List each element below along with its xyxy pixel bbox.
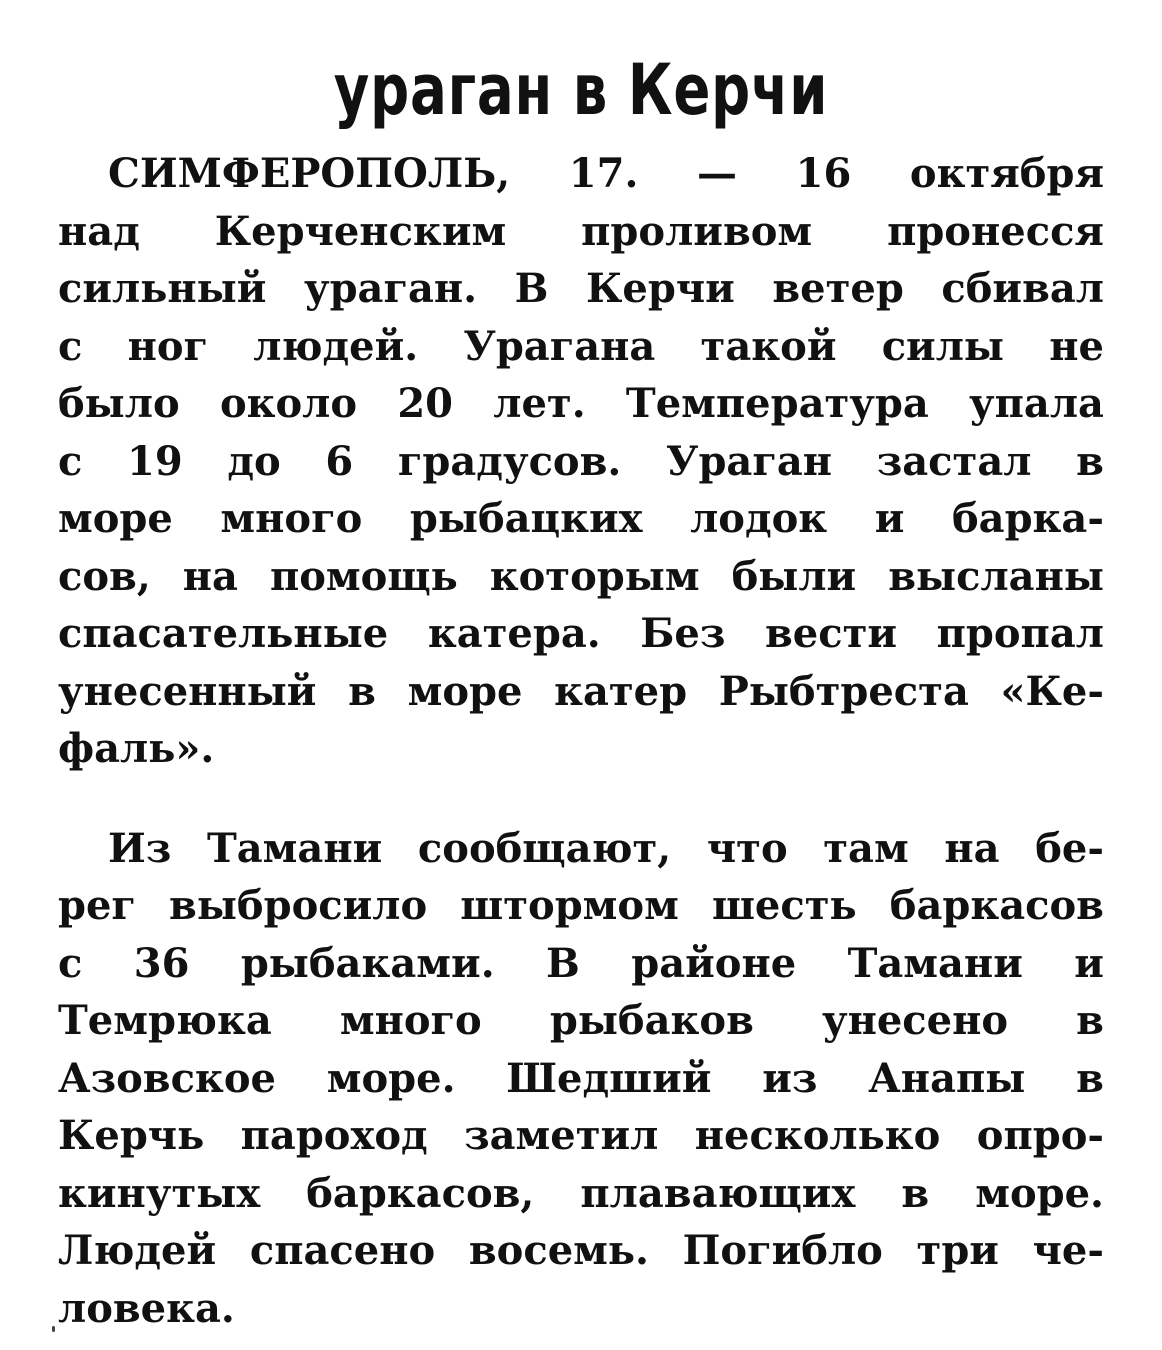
word: Керченским	[214, 207, 507, 255]
word: сообщают,	[417, 824, 672, 872]
word: катера.	[427, 610, 601, 657]
word: которым	[489, 552, 700, 600]
word: и	[1074, 939, 1104, 987]
paragraph	[58, 145, 1104, 778]
word: градусов.	[397, 437, 622, 485]
word: пропал	[936, 610, 1104, 657]
word: с	[58, 939, 83, 987]
word: рыбаков	[549, 997, 754, 1044]
word: пароход	[240, 1112, 428, 1159]
word: упала	[969, 380, 1104, 427]
word: Шедший	[506, 1054, 712, 1102]
word: 6	[325, 437, 354, 485]
word: три	[916, 1227, 999, 1274]
word: около	[219, 380, 358, 427]
word: море	[58, 495, 173, 542]
text-line	[58, 548, 1104, 606]
word: барка-	[951, 495, 1104, 542]
word: в	[1076, 437, 1104, 485]
word: в	[901, 1169, 930, 1217]
word: спасено	[249, 1227, 436, 1274]
text-line	[58, 1165, 1104, 1223]
word: ураган.	[303, 265, 478, 312]
word: из	[762, 1054, 818, 1102]
word: Погибло	[682, 1227, 883, 1274]
word: шесть	[711, 882, 857, 929]
word: людей.	[253, 322, 419, 370]
word: Урагана	[463, 322, 656, 370]
word: кинутых	[58, 1169, 261, 1217]
word: Керчи	[586, 265, 735, 312]
word: штормом	[460, 882, 679, 929]
word: лет.	[493, 380, 586, 427]
word: Тамани	[847, 939, 1023, 987]
word: октября	[909, 150, 1104, 197]
word: несколько	[694, 1112, 941, 1159]
word: и	[874, 495, 905, 542]
word: Керчь	[58, 1112, 205, 1159]
word: застал	[876, 437, 1032, 485]
word: море	[407, 667, 523, 715]
text-line	[58, 663, 1104, 721]
word: сбивал	[941, 265, 1104, 312]
word: рыбаками.	[240, 939, 495, 987]
word: 17.	[568, 150, 639, 197]
text-line	[58, 935, 1104, 993]
word: восемь.	[468, 1227, 649, 1274]
word: 36	[133, 939, 190, 987]
word: Тамани	[206, 824, 383, 872]
word: —	[697, 150, 737, 197]
word: лодок	[690, 495, 828, 542]
word: Анапы	[868, 1054, 1026, 1102]
word: че-	[1032, 1227, 1104, 1274]
word: опро-	[976, 1112, 1104, 1159]
word: 19	[127, 437, 183, 485]
word: помощь	[269, 552, 458, 600]
word: «Ке-	[1000, 667, 1104, 715]
word: с	[58, 322, 83, 370]
word: Рыбтреста	[718, 667, 969, 715]
word: море.	[975, 1169, 1104, 1217]
word: Темрюка	[58, 997, 272, 1044]
word: Азовское	[58, 1054, 276, 1102]
paragraph-gap	[58, 778, 1104, 820]
text-line	[58, 820, 1104, 878]
word: такой	[700, 322, 837, 370]
word: Из	[108, 824, 172, 872]
word: проливом	[581, 207, 813, 255]
word: СИМФЕРОПОЛЬ,	[108, 150, 511, 197]
word: унесено	[821, 997, 1009, 1044]
word: в	[1076, 1054, 1104, 1102]
text-line	[58, 605, 1104, 663]
text-line	[58, 1280, 1104, 1338]
paragraph	[58, 820, 1104, 1338]
word: на	[182, 552, 238, 600]
word: над	[58, 207, 140, 255]
word: с	[58, 437, 83, 485]
word: Людей	[58, 1227, 217, 1274]
text-line	[58, 203, 1104, 261]
word: ветер	[772, 265, 904, 312]
text-line	[58, 1222, 1104, 1280]
word: до	[227, 437, 281, 485]
word: в	[348, 667, 376, 715]
text-line	[58, 260, 1104, 318]
word: пронесся	[887, 207, 1104, 255]
word: Без	[640, 610, 726, 657]
word: 20	[397, 380, 454, 427]
word: вести	[764, 610, 898, 657]
word: бе-	[1035, 824, 1104, 872]
word: баркасов,	[306, 1169, 535, 1217]
word: катер	[554, 667, 688, 715]
word: Температура	[625, 380, 929, 427]
word: фаль».	[58, 725, 215, 772]
text-line	[58, 433, 1104, 491]
text-line	[58, 318, 1104, 376]
word: баркасов	[889, 882, 1104, 929]
print-speck	[52, 1326, 55, 1332]
word: выбросило	[169, 882, 428, 929]
word: ловека.	[58, 1284, 235, 1332]
word: спасательные	[58, 610, 389, 657]
word: сов,	[58, 552, 151, 600]
word: заметил	[464, 1112, 659, 1159]
word: там	[823, 824, 909, 872]
word: районе	[631, 939, 797, 987]
newspaper-clipping	[58, 40, 1104, 1330]
word: 16	[795, 150, 852, 197]
text-line	[58, 490, 1104, 548]
text-line	[58, 375, 1104, 433]
text-line	[58, 720, 1104, 778]
word: рег	[58, 882, 136, 929]
headline: ураган в Керчи	[333, 49, 829, 131]
word: плавающих	[580, 1169, 856, 1217]
word: рыбацких	[409, 495, 643, 542]
word: море.	[326, 1054, 456, 1102]
word: высланы	[888, 552, 1104, 600]
word: на	[944, 824, 1000, 872]
word: были	[731, 552, 857, 600]
word: что	[706, 824, 788, 872]
text-line	[58, 1050, 1104, 1108]
word: много	[220, 495, 363, 542]
text-line	[58, 1107, 1104, 1165]
word: В	[514, 265, 549, 312]
word: силы	[881, 322, 1005, 370]
word: ног	[127, 322, 209, 370]
word: В	[546, 939, 580, 987]
text-line	[58, 992, 1104, 1050]
word: не	[1049, 322, 1104, 370]
word: было	[58, 380, 180, 427]
word: сильный	[58, 265, 267, 312]
word: в	[1076, 997, 1104, 1044]
text-line	[58, 877, 1104, 935]
word: много	[339, 997, 482, 1044]
word: Ураган	[666, 437, 833, 485]
word: унесенный	[58, 667, 317, 715]
article-body	[58, 145, 1104, 1337]
text-line	[58, 145, 1104, 203]
